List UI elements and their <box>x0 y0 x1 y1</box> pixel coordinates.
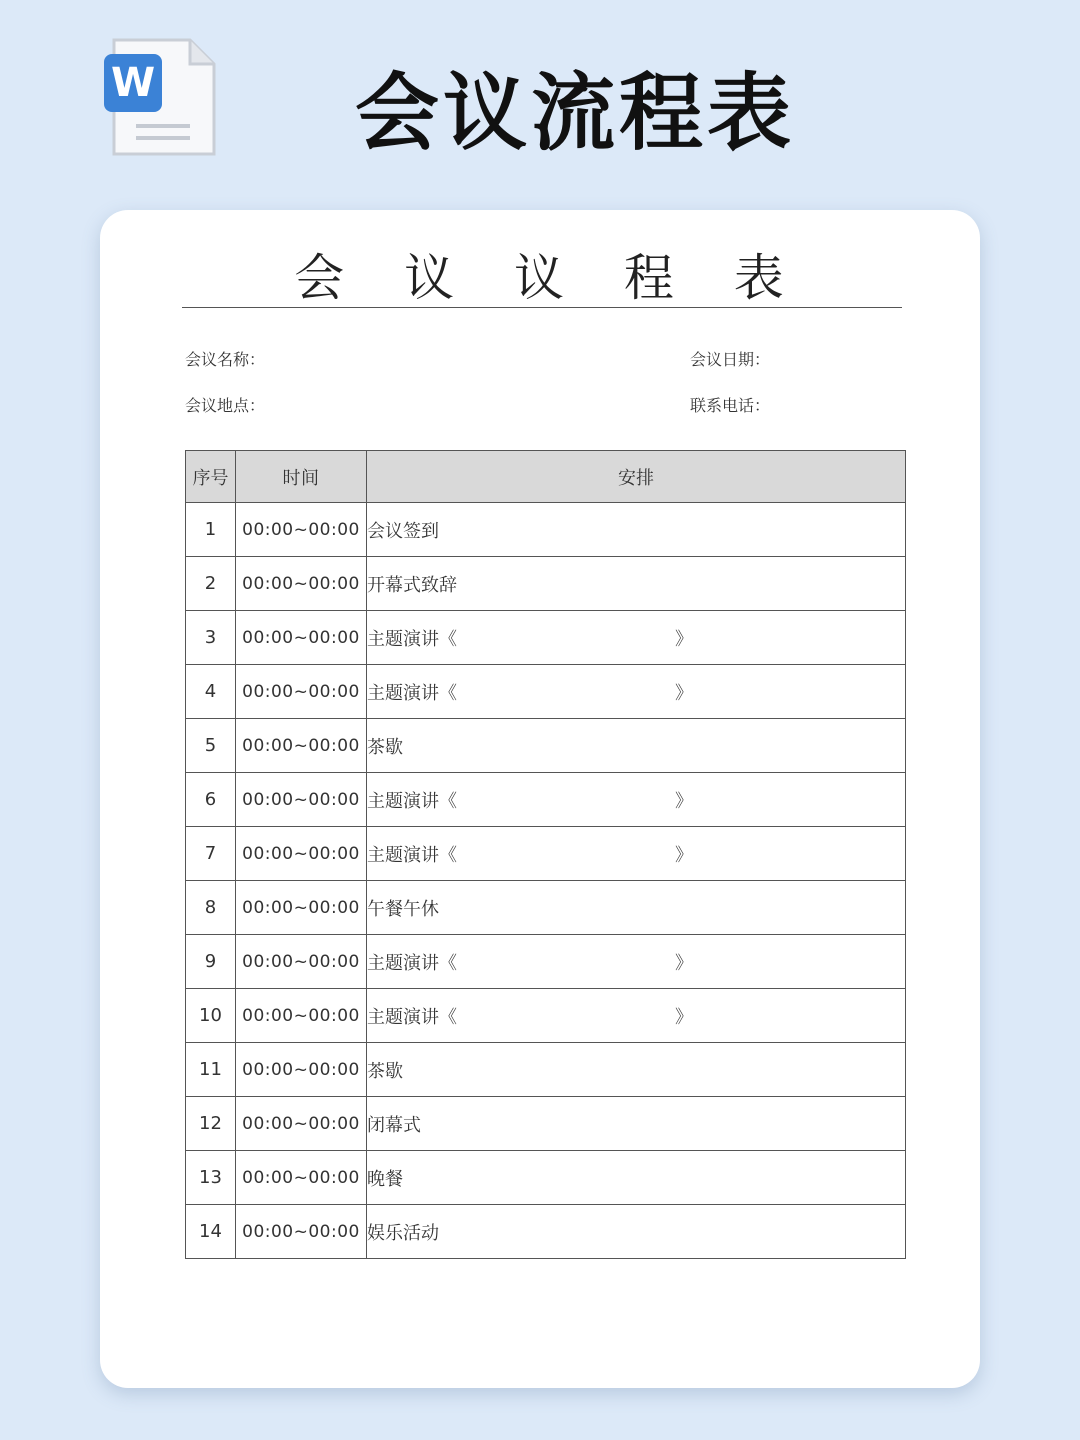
row-time: 00:00~00:00 <box>236 1043 367 1097</box>
row-number: 2 <box>186 557 236 611</box>
contact-phone-label: 联系电话： <box>690 396 771 415</box>
row-number: 13 <box>186 1151 236 1205</box>
title-divider <box>182 307 902 308</box>
row-arrangement-cell <box>367 503 906 557</box>
row-arrangement-cell <box>367 1151 906 1205</box>
row-arrangement-cell <box>367 881 906 935</box>
row-arrangement-cell <box>367 719 906 773</box>
header-no: 序号 <box>186 451 236 503</box>
row-number: 8 <box>186 881 236 935</box>
row-arrangement: 主题演讲《 <box>367 628 457 650</box>
row-number: 7 <box>186 827 236 881</box>
row-arrangement: 午餐午休 <box>367 898 439 920</box>
table-row <box>186 611 906 665</box>
row-time: 00:00~00:00 <box>236 1205 367 1259</box>
row-arrangement: 主题演讲《 <box>367 790 457 812</box>
meeting-date-label: 会议日期： <box>690 350 771 369</box>
row-arrangement-cell <box>367 665 906 719</box>
row-number: 14 <box>186 1205 236 1259</box>
agenda-table <box>185 450 906 1259</box>
table-header-row <box>186 451 906 503</box>
row-arrangement-cell <box>367 773 906 827</box>
table-row <box>186 503 906 557</box>
row-time: 00:00~00:00 <box>236 611 367 665</box>
row-title-close-bracket: 》 <box>675 628 693 650</box>
row-number: 11 <box>186 1043 236 1097</box>
row-arrangement: 茶歇 <box>367 736 403 758</box>
row-title-close-bracket: 》 <box>675 1006 693 1028</box>
row-time: 00:00~00:00 <box>236 557 367 611</box>
row-number: 9 <box>186 935 236 989</box>
table-row <box>186 881 906 935</box>
row-time: 00:00~00:00 <box>236 827 367 881</box>
row-arrangement-cell <box>367 1097 906 1151</box>
row-number: 5 <box>186 719 236 773</box>
row-arrangement: 会议签到 <box>367 520 439 542</box>
table-row <box>186 773 906 827</box>
row-arrangement-cell <box>367 989 906 1043</box>
table-row <box>186 1043 906 1097</box>
row-time: 00:00~00:00 <box>236 719 367 773</box>
row-time: 00:00~00:00 <box>236 665 367 719</box>
document-title: 会 议 议 程 表 <box>294 249 806 307</box>
row-time: 00:00~00:00 <box>236 1151 367 1205</box>
row-number: 3 <box>186 611 236 665</box>
row-time: 00:00~00:00 <box>236 881 367 935</box>
row-title-close-bracket: 》 <box>675 952 693 974</box>
table-row <box>186 1097 906 1151</box>
row-arrangement-cell <box>367 1205 906 1259</box>
row-arrangement-cell <box>367 1043 906 1097</box>
row-number: 6 <box>186 773 236 827</box>
row-arrangement: 主题演讲《 <box>367 952 457 974</box>
row-arrangement: 开幕式致辞 <box>367 574 457 596</box>
table-row <box>186 1205 906 1259</box>
row-arrangement-cell <box>367 557 906 611</box>
row-number: 4 <box>186 665 236 719</box>
row-arrangement-cell <box>367 935 906 989</box>
row-arrangement: 娱乐活动 <box>367 1222 439 1244</box>
row-title-close-bracket: 》 <box>675 844 693 866</box>
table-row <box>186 989 906 1043</box>
row-time: 00:00~00:00 <box>236 503 367 557</box>
meeting-place-label: 会议地点： <box>185 396 266 415</box>
table-row <box>186 827 906 881</box>
table-row <box>186 719 906 773</box>
row-arrangement: 闭幕式 <box>367 1114 421 1136</box>
table-row <box>186 665 906 719</box>
row-number: 12 <box>186 1097 236 1151</box>
table-row <box>186 557 906 611</box>
header-arrangement: 安排 <box>367 451 906 503</box>
word-icon-letter: W <box>110 60 156 106</box>
row-time: 00:00~00:00 <box>236 1097 367 1151</box>
table-row <box>186 1151 906 1205</box>
row-number: 10 <box>186 989 236 1043</box>
header-time: 时间 <box>236 451 367 503</box>
row-arrangement: 主题演讲《 <box>367 682 457 704</box>
row-number: 1 <box>186 503 236 557</box>
row-arrangement-cell <box>367 827 906 881</box>
table-row <box>186 935 906 989</box>
banner-title: 会议流程表 <box>354 64 795 162</box>
row-title-close-bracket: 》 <box>675 682 693 704</box>
row-arrangement-cell <box>367 611 906 665</box>
row-time: 00:00~00:00 <box>236 989 367 1043</box>
row-arrangement: 晚餐 <box>367 1168 403 1190</box>
meeting-name-label: 会议名称： <box>185 350 266 369</box>
row-arrangement: 主题演讲《 <box>367 1006 457 1028</box>
row-time: 00:00~00:00 <box>236 773 367 827</box>
row-arrangement: 茶歇 <box>367 1060 403 1082</box>
row-time: 00:00~00:00 <box>236 935 367 989</box>
document-card <box>100 210 980 1388</box>
row-arrangement: 主题演讲《 <box>367 844 457 866</box>
row-title-close-bracket: 》 <box>675 790 693 812</box>
